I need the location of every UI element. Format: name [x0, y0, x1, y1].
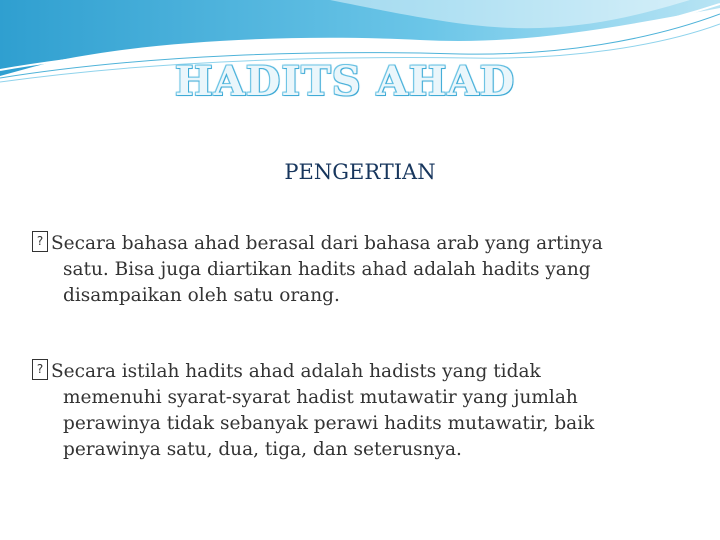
paragraph-line: memenuhi syarat-syarat hadist mutawatir yang jumlah — [63, 387, 578, 408]
paragraph-line: perawinya tidak sebanyak perawi hadits mutawatir, baik — [63, 413, 595, 434]
paragraph-line: satu. Bisa juga diartikan hadits ahad adalah hadits yang — [63, 259, 591, 280]
bullet-box-icon: ? — [32, 359, 48, 380]
bullet-box-icon: ? — [32, 231, 48, 252]
paragraph-line: disampaikan oleh satu orang. — [63, 285, 340, 306]
slide-subtitle: PENGERTIAN — [284, 160, 436, 184]
paragraph-istilah — [32, 359, 672, 463]
slide-title: HADITS AHAD — [174, 58, 516, 105]
paragraph-bahasa — [32, 231, 672, 309]
paragraph-line: ? Secara bahasa ahad berasal dari bahasa arab yang artinya — [32, 231, 672, 257]
paragraph-line: ? Secara istilah hadits ahad adalah hadists yang tidak — [32, 359, 672, 385]
paragraph-line: perawinya satu, dua, tiga, dan seterusnya. — [63, 439, 462, 460]
